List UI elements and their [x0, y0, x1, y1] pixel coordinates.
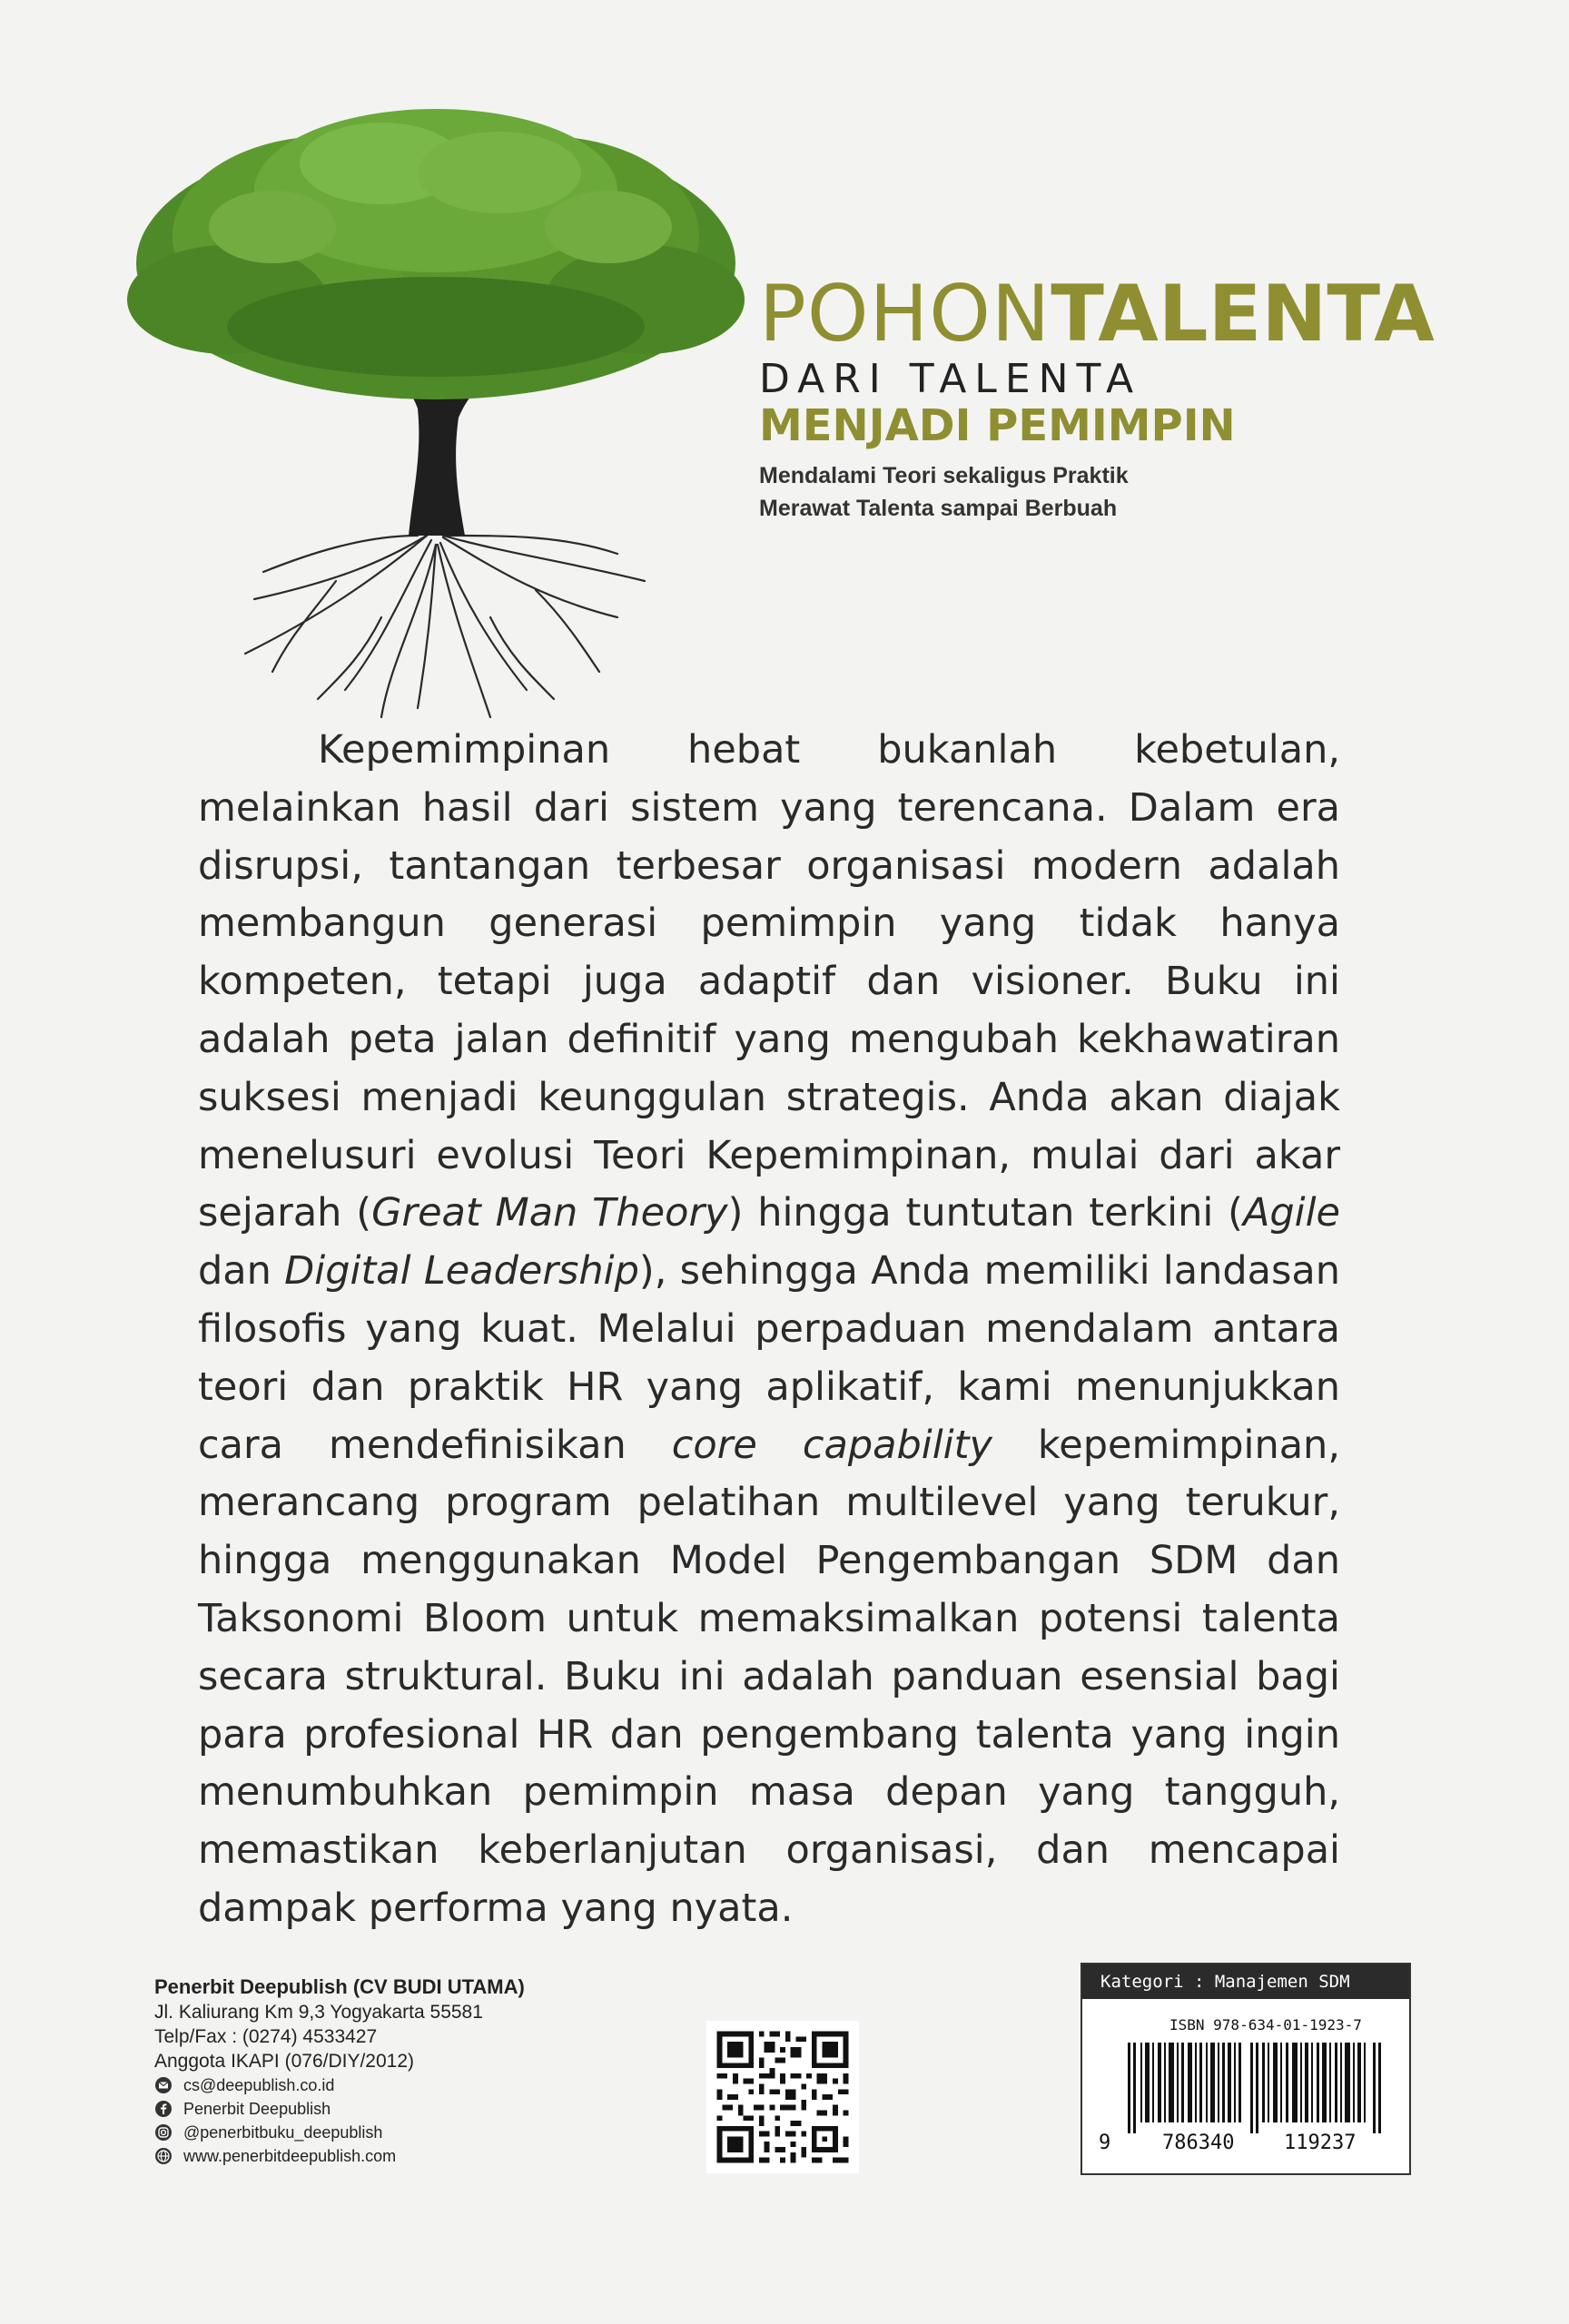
blurb-text: kepemimpinan, merancang program pelatihan multilevel yang terukur, hingga menggunakan Model Pengembangan SDM dan Taksonomi Bloom untuk memaksimalkan potensi talenta secara struktural. Buku ini adalah panduan esensial bagi para profesional HR dan pengembang talenta yang ingin menumbuhkan pemimpin masa depan yang tangguh, memastikan keberlanjutan organisasi, dan mencapai dampak performa yang nyata. — [198, 1422, 1340, 1931]
barcode-digits-right: 119237 — [1284, 2132, 1357, 2154]
publisher-name: Penerbit Deepublish (CV BUDI UTAMA) — [154, 1975, 525, 1998]
contact-website[interactable] — [154, 2144, 627, 2168]
isbn-barcode-box — [1081, 1963, 1411, 2175]
tagline — [759, 459, 1504, 525]
publisher-membership: Anggota IKAPI (076/DIY/2012) — [154, 2051, 415, 2072]
subtitle-line-2: MENJADI PEMIMPIN — [759, 400, 1236, 451]
blurb-emphasis: Digital Leadership — [284, 1248, 639, 1295]
tagline-line-1: Mendalami Teori sekaligus Praktik — [759, 463, 1129, 488]
instagram-text: @penerbitbuku_deepublish — [183, 2123, 383, 2142]
blurb-text: ) hingga tuntutan terkini ( — [727, 1190, 1243, 1236]
book-title — [759, 269, 1504, 359]
email-text: cs@deepublish.co.id — [183, 2076, 335, 2094]
blurb-emphasis: Agile — [1242, 1190, 1340, 1236]
email-icon — [154, 2076, 173, 2094]
title-block — [759, 269, 1504, 525]
tagline-line-2: Merawat Talenta sampai Berbuah — [759, 496, 1118, 521]
facebook-text: Penerbit Deepublish — [183, 2100, 331, 2118]
barcode — [1128, 2043, 1382, 2133]
isbn-number: ISBN 978-634-01-1923-7 — [1169, 2016, 1362, 2034]
publisher-phone: Telp/Fax : (0274) 4533427 — [154, 2026, 378, 2047]
publisher-info — [154, 1974, 627, 2168]
contact-facebook[interactable] — [154, 2097, 627, 2121]
website-text: www.penerbitdeepublish.com — [183, 2147, 397, 2165]
barcode-digit-first: 9 — [1099, 2132, 1111, 2154]
blurb-text: ), sehingga Anda memiliki landasan filosofis yang kuat. Melalui perpaduan mendalam antara teori dan praktik HR yang aplikatif, kami menunjukkan cara mendefinisikan — [198, 1248, 1340, 1468]
barcode-digits-left: 786340 — [1162, 2132, 1235, 2154]
globe-icon — [154, 2147, 173, 2165]
blurb-text: dan — [198, 1248, 285, 1295]
facebook-icon — [154, 2100, 173, 2118]
subtitle-line-1: DARI TALENTA — [759, 356, 1142, 402]
contact-instagram[interactable] — [154, 2121, 627, 2144]
instagram-icon — [154, 2123, 173, 2142]
book-blurb — [198, 722, 1340, 1938]
qr-code[interactable] — [706, 2021, 859, 2173]
title-word-2: TALENTA — [1051, 269, 1435, 359]
title-word-1: POHON — [759, 269, 1051, 359]
category-label: Kategori : Manajemen SDM — [1082, 1965, 1409, 1999]
blurb-text: Kepemimpinan hebat bukanlah kebetulan, melainkan hasil dari sistem yang terencana. Dalam era disrupsi, tantangan terbesar organisasi modern adalah membangun generasi pemimpin yang tidak hanya kompeten, tetapi juga adaptif dan visioner. Buku ini adalah peta jalan definitif yang mengubah kekhawatiran suksesi menjadi keunggulan strategis. Anda akan diajak menelusuri evolusi Teori Kepemimpinan, mulai dari akar sejarah ( — [198, 727, 1340, 1236]
blurb-emphasis: Great Man Theory — [371, 1190, 728, 1236]
publisher-address: Jl. Kaliurang Km 9,3 Yogyakarta 55581 — [154, 2002, 483, 2023]
contact-email[interactable] — [154, 2073, 627, 2097]
blurb-emphasis: core capability — [671, 1422, 992, 1468]
tree-illustration — [109, 109, 763, 726]
